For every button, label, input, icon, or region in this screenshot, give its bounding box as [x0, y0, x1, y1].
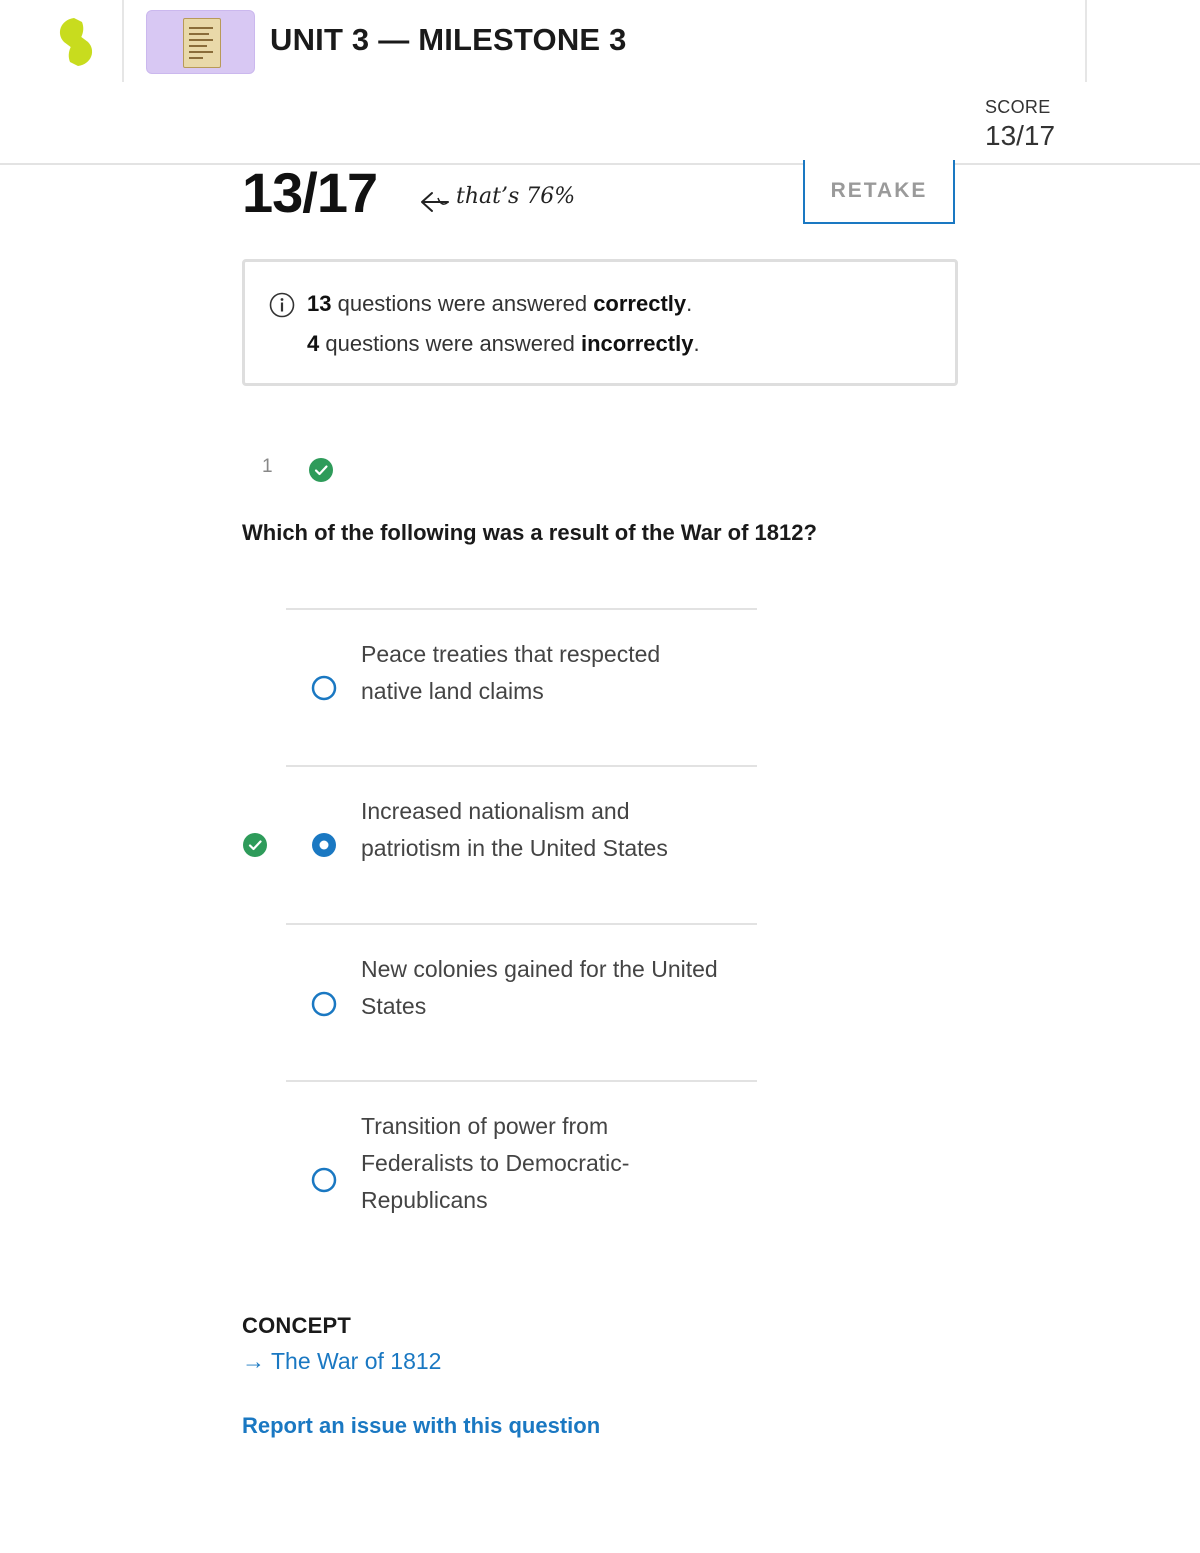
option-divider: [286, 765, 757, 767]
question-number: 1: [262, 456, 273, 477]
retake-button[interactable]: RETAKE: [803, 160, 955, 224]
correct-summary-text: questions were answered: [331, 291, 594, 316]
check-circle-icon: [242, 832, 268, 858]
concept-heading: CONCEPT: [242, 1313, 351, 1338]
header-divider-right: [1085, 0, 1087, 82]
correct-summary: [307, 291, 692, 317]
answer-option-4[interactable]: Transition of power from Federalists to Democratic-Republicans: [361, 1113, 630, 1213]
incorrect-word: incorrectly: [580, 331, 694, 356]
concept-link[interactable]: [242, 1348, 441, 1375]
arrow-right-icon: →: [242, 1348, 265, 1374]
correct-period: .: [686, 291, 693, 316]
question-text: Which of the following was a result of the War of 1812?: [242, 520, 817, 545]
score-value: 13/17: [985, 120, 1056, 151]
info-icon: [269, 292, 295, 318]
milestone-thumbnail: [146, 10, 255, 74]
correct-count: 13: [307, 291, 332, 316]
report-issue-link[interactable]: Report an issue with this question: [242, 1413, 601, 1438]
radio-icon[interactable]: [311, 675, 337, 701]
radio-icon[interactable]: [311, 1167, 337, 1193]
results-summary-box: [242, 259, 958, 386]
answer-option-3[interactable]: New colonies gained for the United States: [361, 956, 718, 1019]
header-bottom-border: [0, 163, 1200, 165]
scroll-thumbnail-icon: [183, 18, 221, 68]
incorrect-period: .: [693, 331, 700, 356]
option-divider: [286, 923, 757, 925]
radio-icon[interactable]: [311, 991, 337, 1017]
result-score: 13/17: [242, 161, 378, 224]
logo-icon[interactable]: [52, 14, 100, 70]
answer-option-2[interactable]: Increased nationalism and patriotism in the United States: [361, 798, 668, 861]
option-divider: [286, 1080, 757, 1082]
radio-icon-selected[interactable]: [311, 832, 337, 858]
percent-annotation: [418, 180, 576, 220]
option-divider: [286, 608, 757, 610]
header-divider-left: [122, 0, 124, 82]
score-label: SCORE: [985, 97, 1051, 117]
percent-annotation-text: that’s 76%: [456, 184, 576, 209]
incorrect-summary: [307, 331, 700, 357]
concept-link-label: The War of 1812: [270, 1348, 442, 1374]
incorrect-count: 4: [307, 331, 320, 356]
check-circle-icon: [308, 457, 334, 483]
correct-word: correctly: [593, 291, 687, 316]
page-title: UNIT 3 — MILESTONE 3: [270, 22, 627, 57]
incorrect-summary-text: questions were answered: [319, 331, 581, 356]
answer-option-1[interactable]: Peace treaties that respected native land claims: [361, 641, 661, 704]
arrow-left-hand-icon: [418, 186, 452, 216]
